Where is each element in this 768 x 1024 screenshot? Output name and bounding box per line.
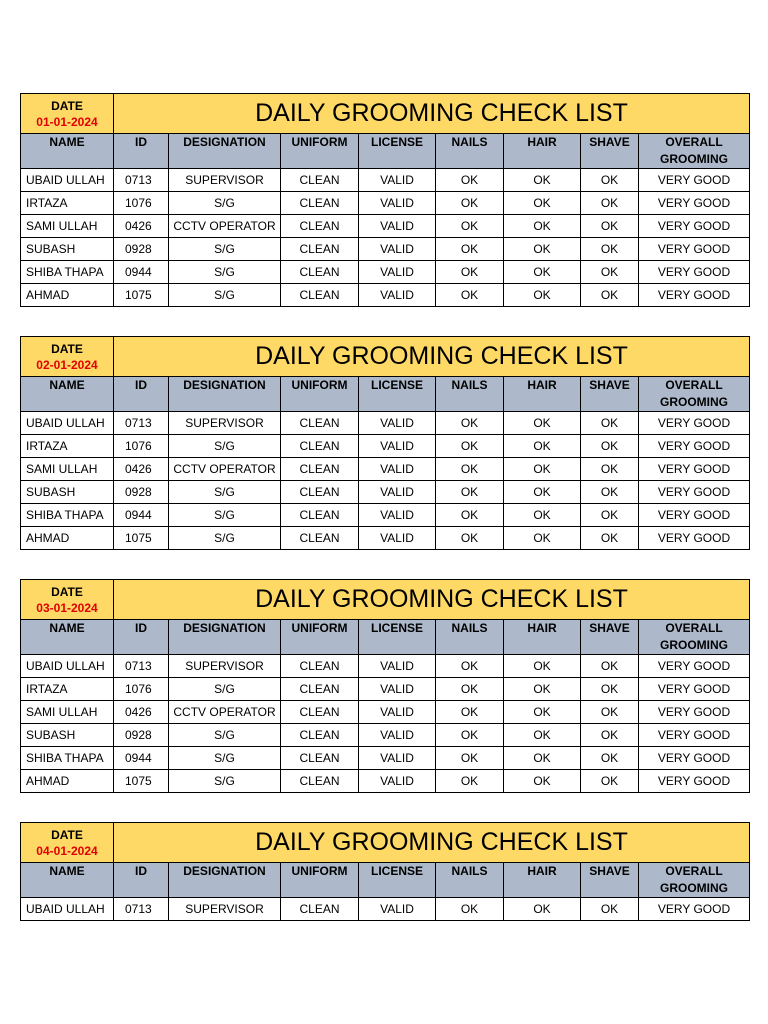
cell-name: IRTAZA — [21, 435, 114, 458]
cell-shave: OK — [581, 169, 639, 192]
sheet-header-row — [21, 823, 750, 863]
cell-overall-grooming: VERY GOOD — [639, 701, 750, 724]
cell-license: VALID — [359, 678, 436, 701]
cell-designation: S/G — [169, 724, 281, 747]
table-row — [21, 724, 750, 747]
cell-name: SHIBA THAPA — [21, 504, 114, 527]
column-header-nails: NAILS — [436, 134, 504, 169]
cell-nails: OK — [436, 770, 504, 793]
table-row — [21, 655, 750, 678]
column-header-nails: NAILS — [436, 377, 504, 412]
cell-shave: OK — [581, 770, 639, 793]
column-header-name: NAME — [21, 134, 114, 169]
date-label: DATE — [51, 341, 83, 356]
cell-overall-grooming: VERY GOOD — [639, 435, 750, 458]
table-row — [21, 898, 750, 921]
cell-license: VALID — [359, 261, 436, 284]
cell-name: SUBASH — [21, 724, 114, 747]
cell-id: 0928 — [114, 238, 169, 261]
cell-designation: SUPERVISOR — [169, 655, 281, 678]
cell-designation: S/G — [169, 435, 281, 458]
cell-id: 0944 — [114, 747, 169, 770]
cell-overall-grooming: VERY GOOD — [639, 215, 750, 238]
cell-license: VALID — [359, 655, 436, 678]
cell-license: VALID — [359, 770, 436, 793]
cell-hair: OK — [504, 412, 581, 435]
column-header-shave: SHAVE — [581, 377, 639, 412]
column-header-designation: DESIGNATION — [169, 863, 281, 898]
column-header-hair: HAIR — [504, 134, 581, 169]
date-value: 03-01-2024 — [36, 600, 98, 615]
cell-license: VALID — [359, 284, 436, 307]
cell-nails: OK — [436, 724, 504, 747]
date-label: DATE — [51, 584, 83, 599]
cell-uniform: CLEAN — [281, 655, 359, 678]
cell-designation: SUPERVISOR — [169, 898, 281, 921]
cell-hair: OK — [504, 458, 581, 481]
column-header-designation: DESIGNATION — [169, 620, 281, 655]
cell-designation: S/G — [169, 527, 281, 550]
cell-name: UBAID ULLAH — [21, 412, 114, 435]
column-header-name: NAME — [21, 377, 114, 412]
date-label: DATE — [51, 827, 83, 842]
cell-overall-grooming: VERY GOOD — [639, 169, 750, 192]
cell-designation: S/G — [169, 192, 281, 215]
cell-hair: OK — [504, 215, 581, 238]
grooming-check-sheet — [20, 93, 749, 307]
column-header-nails: NAILS — [436, 620, 504, 655]
cell-hair: OK — [504, 678, 581, 701]
column-header-uniform: UNIFORM — [281, 134, 359, 169]
cell-shave: OK — [581, 724, 639, 747]
column-header-overall-grooming: OVERALL GROOMING — [639, 377, 750, 412]
cell-shave: OK — [581, 481, 639, 504]
cell-overall-grooming: VERY GOOD — [639, 192, 750, 215]
cell-overall-grooming: VERY GOOD — [639, 284, 750, 307]
cell-designation: SUPERVISOR — [169, 412, 281, 435]
cell-name: SHIBA THAPA — [21, 747, 114, 770]
cell-shave: OK — [581, 898, 639, 921]
table-row — [21, 215, 750, 238]
date-value: 01-01-2024 — [36, 114, 98, 129]
grooming-check-sheet — [20, 822, 749, 921]
date-label: DATE — [51, 98, 83, 113]
date-cell — [21, 94, 114, 134]
column-header-license: LICENSE — [359, 863, 436, 898]
column-header-row — [21, 134, 750, 169]
cell-id: 1076 — [114, 435, 169, 458]
column-header-id: ID — [114, 620, 169, 655]
cell-license: VALID — [359, 169, 436, 192]
column-header-uniform: UNIFORM — [281, 863, 359, 898]
column-header-name: NAME — [21, 620, 114, 655]
cell-nails: OK — [436, 435, 504, 458]
cell-designation: CCTV OPERATOR — [169, 215, 281, 238]
date-cell — [21, 580, 114, 620]
cell-id: 1075 — [114, 770, 169, 793]
cell-shave: OK — [581, 747, 639, 770]
column-header-license: LICENSE — [359, 134, 436, 169]
cell-designation: CCTV OPERATOR — [169, 701, 281, 724]
cell-id: 0928 — [114, 481, 169, 504]
cell-id: 0713 — [114, 169, 169, 192]
column-header-row — [21, 863, 750, 898]
cell-overall-grooming: VERY GOOD — [639, 412, 750, 435]
column-header-designation: DESIGNATION — [169, 377, 281, 412]
cell-license: VALID — [359, 898, 436, 921]
cell-id: 0713 — [114, 655, 169, 678]
table-row — [21, 481, 750, 504]
column-header-shave: SHAVE — [581, 863, 639, 898]
cell-hair: OK — [504, 261, 581, 284]
table-row — [21, 770, 750, 793]
sheet-title: DAILY GROOMING CHECK LIST — [114, 823, 750, 863]
cell-license: VALID — [359, 527, 436, 550]
table-row — [21, 169, 750, 192]
cell-name: SAMI ULLAH — [21, 458, 114, 481]
cell-uniform: CLEAN — [281, 527, 359, 550]
cell-license: VALID — [359, 192, 436, 215]
cell-hair: OK — [504, 284, 581, 307]
cell-nails: OK — [436, 238, 504, 261]
cell-shave: OK — [581, 412, 639, 435]
cell-overall-grooming: VERY GOOD — [639, 261, 750, 284]
table-row — [21, 504, 750, 527]
sheet-title: DAILY GROOMING CHECK LIST — [114, 337, 750, 377]
table-row — [21, 238, 750, 261]
cell-shave: OK — [581, 678, 639, 701]
cell-overall-grooming: VERY GOOD — [639, 770, 750, 793]
cell-uniform: CLEAN — [281, 678, 359, 701]
column-header-name: NAME — [21, 863, 114, 898]
date-cell — [21, 823, 114, 863]
cell-designation: S/G — [169, 261, 281, 284]
cell-overall-grooming: VERY GOOD — [639, 481, 750, 504]
cell-hair: OK — [504, 192, 581, 215]
grooming-table — [20, 579, 750, 793]
cell-name: SHIBA THAPA — [21, 261, 114, 284]
cell-uniform: CLEAN — [281, 747, 359, 770]
grooming-check-sheet — [20, 336, 749, 550]
cell-nails: OK — [436, 701, 504, 724]
cell-nails: OK — [436, 284, 504, 307]
column-header-license: LICENSE — [359, 377, 436, 412]
cell-id: 1075 — [114, 284, 169, 307]
cell-nails: OK — [436, 527, 504, 550]
cell-nails: OK — [436, 261, 504, 284]
cell-id: 0944 — [114, 504, 169, 527]
cell-uniform: CLEAN — [281, 435, 359, 458]
cell-shave: OK — [581, 655, 639, 678]
cell-shave: OK — [581, 435, 639, 458]
column-header-overall-grooming: OVERALL GROOMING — [639, 620, 750, 655]
column-header-id: ID — [114, 863, 169, 898]
cell-designation: S/G — [169, 284, 281, 307]
cell-designation: S/G — [169, 238, 281, 261]
cell-name: SUBASH — [21, 238, 114, 261]
cell-shave: OK — [581, 458, 639, 481]
cell-license: VALID — [359, 215, 436, 238]
sheet-header-row — [21, 337, 750, 377]
column-header-license: LICENSE — [359, 620, 436, 655]
table-row — [21, 435, 750, 458]
cell-license: VALID — [359, 481, 436, 504]
cell-license: VALID — [359, 412, 436, 435]
date-value: 04-01-2024 — [36, 843, 98, 858]
cell-id: 1076 — [114, 678, 169, 701]
cell-license: VALID — [359, 701, 436, 724]
cell-name: IRTAZA — [21, 192, 114, 215]
column-header-row — [21, 377, 750, 412]
cell-overall-grooming: VERY GOOD — [639, 527, 750, 550]
table-row — [21, 527, 750, 550]
cell-shave: OK — [581, 238, 639, 261]
grooming-table — [20, 822, 750, 921]
sheet-header-row — [21, 94, 750, 134]
cell-hair: OK — [504, 169, 581, 192]
cell-hair: OK — [504, 238, 581, 261]
cell-id: 0426 — [114, 215, 169, 238]
cell-id: 0426 — [114, 458, 169, 481]
cell-overall-grooming: VERY GOOD — [639, 747, 750, 770]
cell-uniform: CLEAN — [281, 701, 359, 724]
cell-license: VALID — [359, 435, 436, 458]
column-header-hair: HAIR — [504, 620, 581, 655]
sheet-title: DAILY GROOMING CHECK LIST — [114, 94, 750, 134]
column-header-overall-grooming: OVERALL GROOMING — [639, 134, 750, 169]
grooming-table — [20, 336, 750, 550]
table-row — [21, 747, 750, 770]
sheet-header-row — [21, 580, 750, 620]
cell-id: 0944 — [114, 261, 169, 284]
date-cell — [21, 337, 114, 377]
cell-uniform: CLEAN — [281, 284, 359, 307]
cell-designation: S/G — [169, 678, 281, 701]
cell-nails: OK — [436, 481, 504, 504]
date-value: 02-01-2024 — [36, 357, 98, 372]
cell-nails: OK — [436, 747, 504, 770]
cell-overall-grooming: VERY GOOD — [639, 504, 750, 527]
sheet-title: DAILY GROOMING CHECK LIST — [114, 580, 750, 620]
cell-id: 0928 — [114, 724, 169, 747]
cell-hair: OK — [504, 504, 581, 527]
cell-name: AHMAD — [21, 527, 114, 550]
table-row — [21, 192, 750, 215]
column-header-row — [21, 620, 750, 655]
cell-nails: OK — [436, 504, 504, 527]
cell-uniform: CLEAN — [281, 770, 359, 793]
table-row — [21, 458, 750, 481]
cell-hair: OK — [504, 435, 581, 458]
cell-shave: OK — [581, 504, 639, 527]
grooming-check-sheet — [20, 579, 749, 793]
table-row — [21, 284, 750, 307]
cell-id: 1075 — [114, 527, 169, 550]
cell-designation: S/G — [169, 747, 281, 770]
cell-overall-grooming: VERY GOOD — [639, 678, 750, 701]
cell-overall-grooming: VERY GOOD — [639, 655, 750, 678]
cell-overall-grooming: VERY GOOD — [639, 724, 750, 747]
column-header-uniform: UNIFORM — [281, 377, 359, 412]
cell-name: UBAID ULLAH — [21, 655, 114, 678]
cell-name: SAMI ULLAH — [21, 215, 114, 238]
cell-shave: OK — [581, 261, 639, 284]
cell-designation: SUPERVISOR — [169, 169, 281, 192]
cell-hair: OK — [504, 655, 581, 678]
table-row — [21, 261, 750, 284]
cell-name: AHMAD — [21, 284, 114, 307]
cell-designation: S/G — [169, 504, 281, 527]
cell-license: VALID — [359, 747, 436, 770]
cell-name: UBAID ULLAH — [21, 169, 114, 192]
cell-overall-grooming: VERY GOOD — [639, 898, 750, 921]
cell-shave: OK — [581, 192, 639, 215]
cell-overall-grooming: VERY GOOD — [639, 238, 750, 261]
cell-nails: OK — [436, 169, 504, 192]
cell-designation: S/G — [169, 481, 281, 504]
cell-name: UBAID ULLAH — [21, 898, 114, 921]
cell-nails: OK — [436, 192, 504, 215]
cell-nails: OK — [436, 898, 504, 921]
cell-shave: OK — [581, 284, 639, 307]
cell-uniform: CLEAN — [281, 412, 359, 435]
cell-uniform: CLEAN — [281, 481, 359, 504]
cell-nails: OK — [436, 655, 504, 678]
table-row — [21, 678, 750, 701]
cell-hair: OK — [504, 747, 581, 770]
column-header-hair: HAIR — [504, 863, 581, 898]
table-row — [21, 412, 750, 435]
cell-nails: OK — [436, 458, 504, 481]
table-row — [21, 701, 750, 724]
cell-designation: S/G — [169, 770, 281, 793]
cell-id: 0713 — [114, 412, 169, 435]
cell-hair: OK — [504, 527, 581, 550]
grooming-table — [20, 93, 750, 307]
cell-name: SUBASH — [21, 481, 114, 504]
cell-hair: OK — [504, 770, 581, 793]
cell-overall-grooming: VERY GOOD — [639, 458, 750, 481]
cell-shave: OK — [581, 215, 639, 238]
cell-uniform: CLEAN — [281, 192, 359, 215]
cell-id: 0713 — [114, 898, 169, 921]
column-header-uniform: UNIFORM — [281, 620, 359, 655]
cell-uniform: CLEAN — [281, 238, 359, 261]
cell-license: VALID — [359, 724, 436, 747]
cell-name: AHMAD — [21, 770, 114, 793]
cell-uniform: CLEAN — [281, 215, 359, 238]
column-header-shave: SHAVE — [581, 620, 639, 655]
cell-shave: OK — [581, 527, 639, 550]
column-header-nails: NAILS — [436, 863, 504, 898]
cell-license: VALID — [359, 238, 436, 261]
cell-hair: OK — [504, 724, 581, 747]
cell-hair: OK — [504, 898, 581, 921]
cell-license: VALID — [359, 504, 436, 527]
cell-hair: OK — [504, 481, 581, 504]
cell-uniform: CLEAN — [281, 898, 359, 921]
column-header-id: ID — [114, 134, 169, 169]
cell-hair: OK — [504, 701, 581, 724]
column-header-designation: DESIGNATION — [169, 134, 281, 169]
cell-nails: OK — [436, 678, 504, 701]
cell-uniform: CLEAN — [281, 261, 359, 284]
cell-designation: CCTV OPERATOR — [169, 458, 281, 481]
cell-nails: OK — [436, 215, 504, 238]
cell-nails: OK — [436, 412, 504, 435]
column-header-id: ID — [114, 377, 169, 412]
column-header-overall-grooming: OVERALL GROOMING — [639, 863, 750, 898]
cell-uniform: CLEAN — [281, 504, 359, 527]
cell-id: 0426 — [114, 701, 169, 724]
cell-name: SAMI ULLAH — [21, 701, 114, 724]
cell-name: IRTAZA — [21, 678, 114, 701]
column-header-shave: SHAVE — [581, 134, 639, 169]
column-header-hair: HAIR — [504, 377, 581, 412]
cell-uniform: CLEAN — [281, 724, 359, 747]
cell-id: 1076 — [114, 192, 169, 215]
cell-shave: OK — [581, 701, 639, 724]
cell-license: VALID — [359, 458, 436, 481]
cell-uniform: CLEAN — [281, 169, 359, 192]
cell-uniform: CLEAN — [281, 458, 359, 481]
